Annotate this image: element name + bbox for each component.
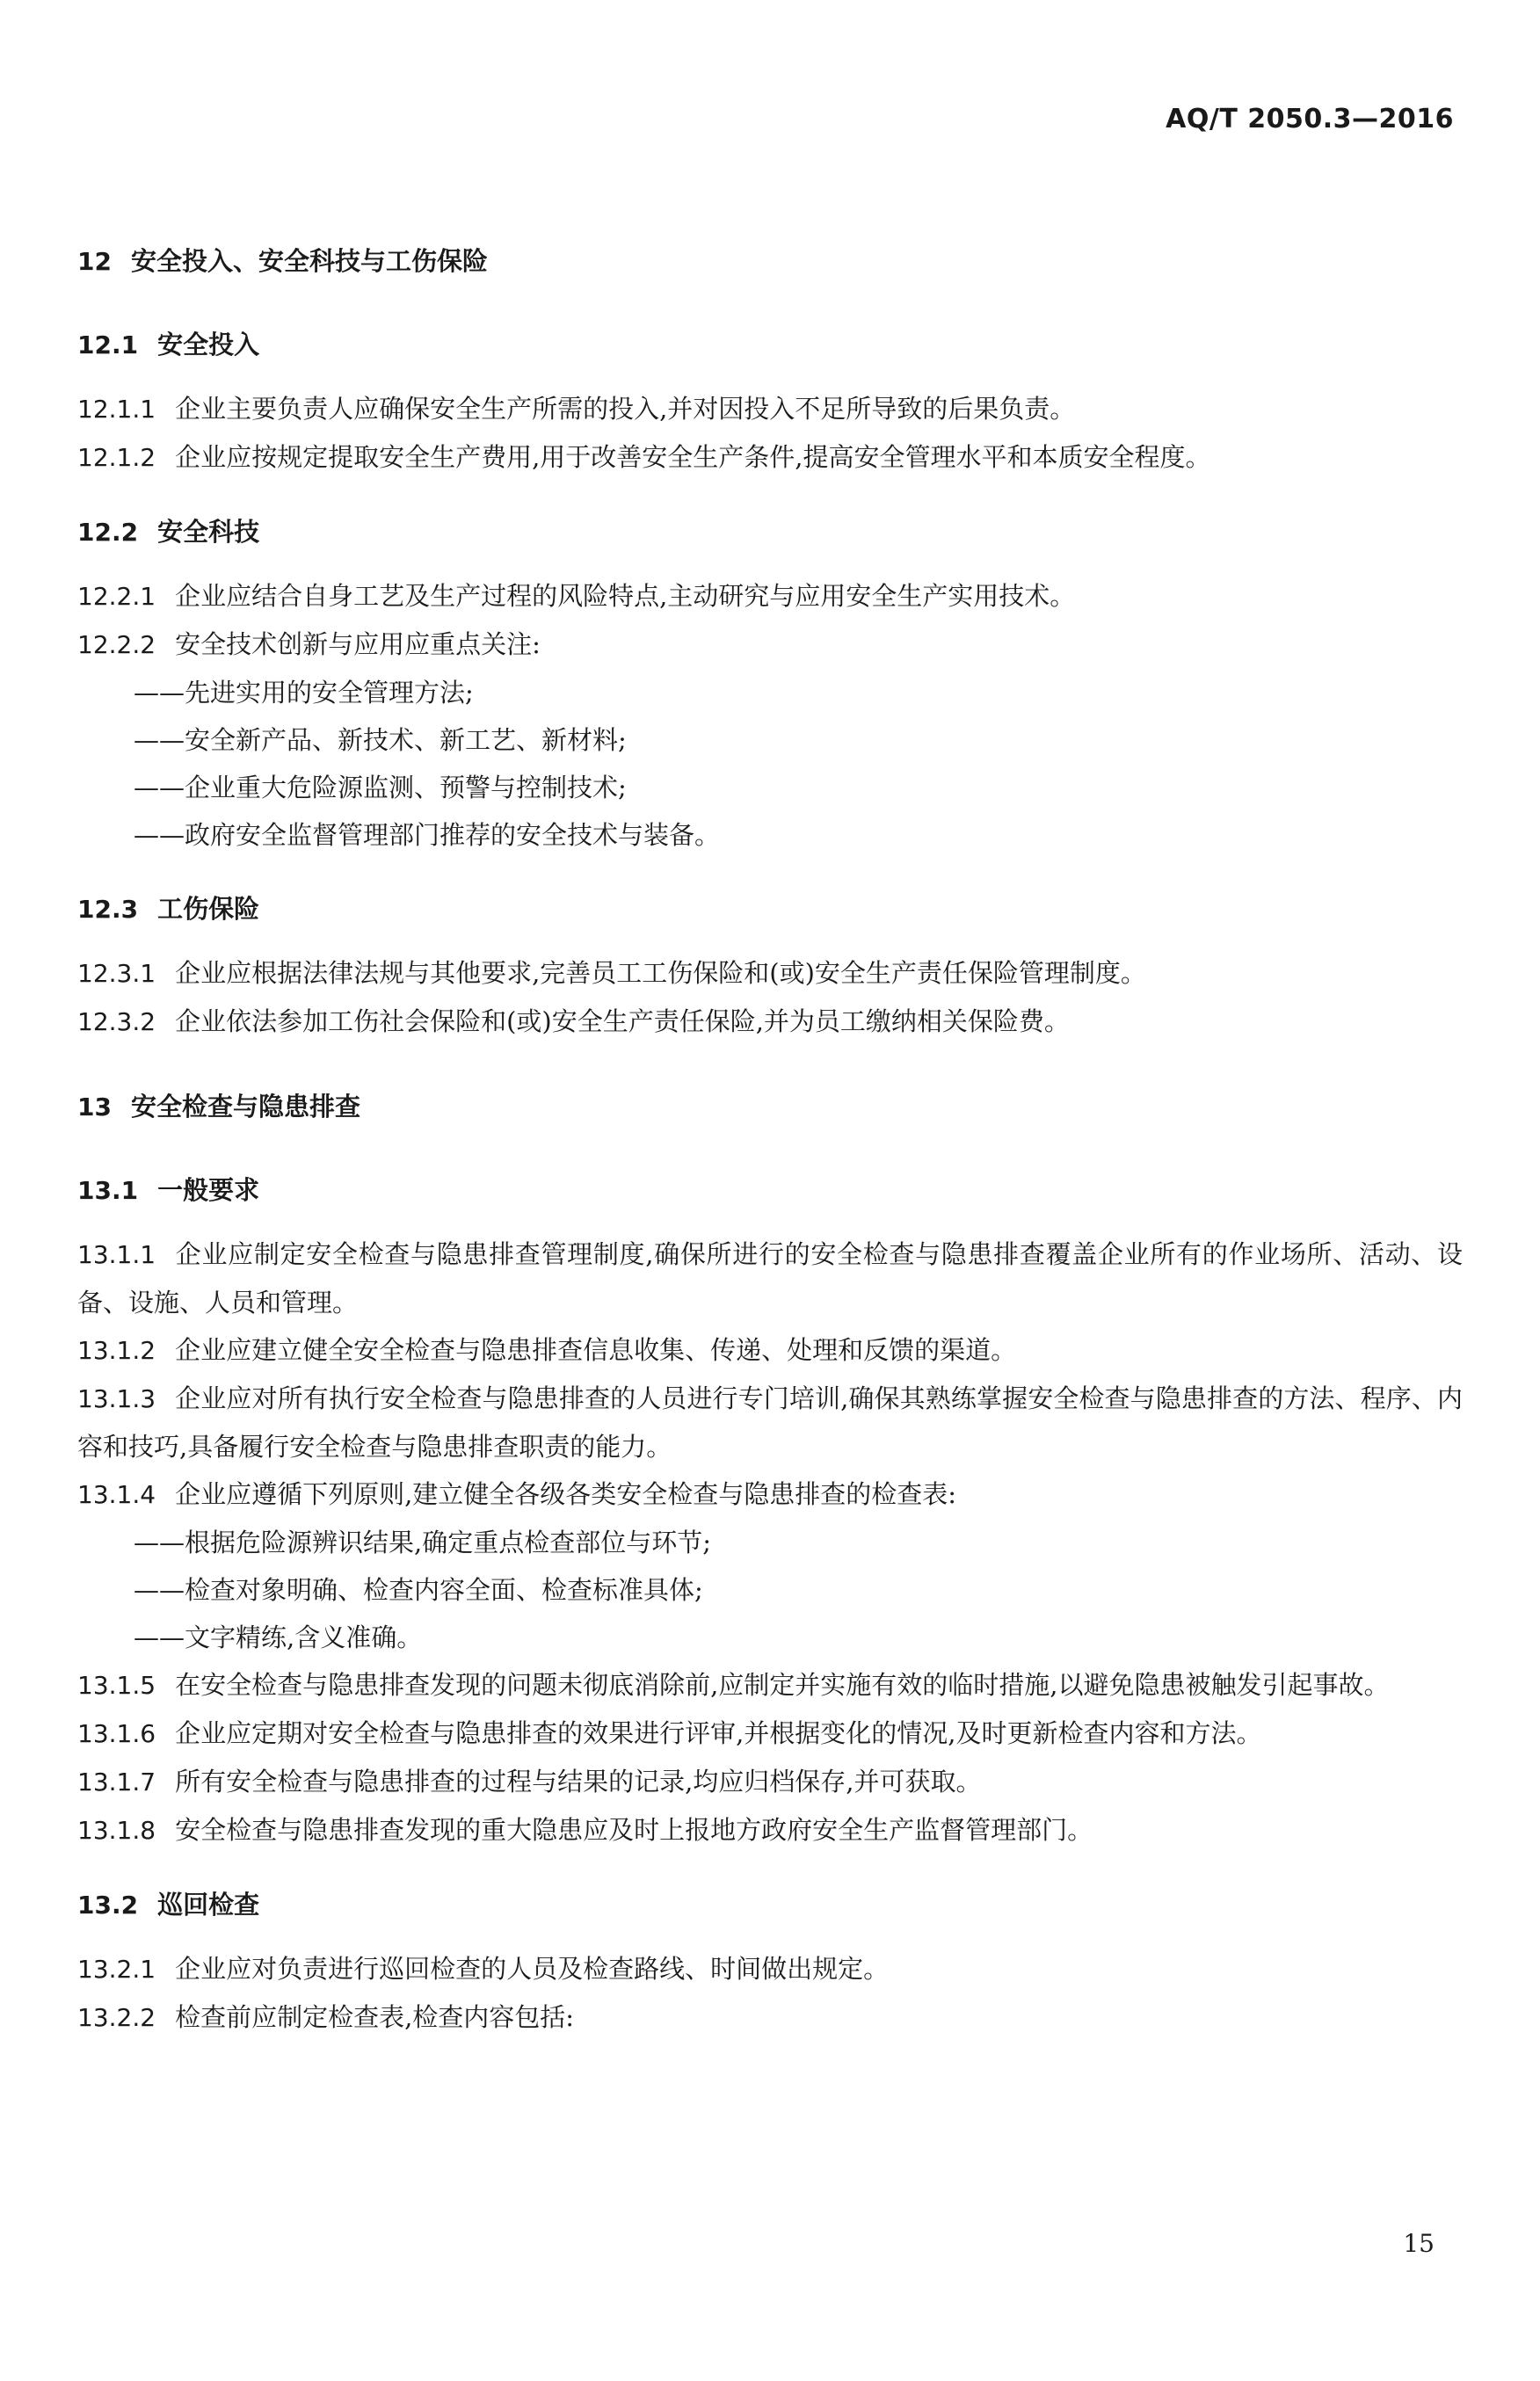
list-item: ——检查对象明确、检查内容全面、检查标准具体;: [134, 1575, 703, 1605]
clause-number: 13.2.2: [77, 2003, 156, 2032]
clause-text: 企业应按规定提取安全生产费用,用于改善安全生产条件,提高安全管理水平和本质安全程度。: [175, 442, 1211, 472]
clause-text: 企业应对负责进行巡回检查的人员及检查路线、时间做出规定。: [175, 1954, 890, 1984]
clause-number: 13.1.2: [77, 1336, 156, 1365]
clause-text: 安全技术创新与应用应重点关注:: [175, 629, 541, 659]
subsection-number: 13.1: [77, 1176, 139, 1205]
clause-text: 检查前应制定检查表,检查内容包括:: [175, 2002, 575, 2032]
clause-12-2-1: [77, 572, 1463, 621]
clause-13-1-1: [77, 1230, 1463, 1326]
clause-12-3-1: [77, 949, 1463, 998]
clause-number: 12.3.2: [77, 1007, 156, 1036]
subsection-number: 12.1: [77, 330, 139, 359]
list-item: ——安全新产品、新技术、新工艺、新材料;: [134, 725, 627, 755]
clause-13-1-5: [77, 1661, 1463, 1710]
section-heading-12: [77, 237, 1463, 286]
clause-text: 企业主要负责人应确保安全生产所需的投入,并对因投入不足所导致的后果负责。: [175, 394, 1076, 424]
section-title: 安全检查与隐患排查: [130, 1092, 360, 1122]
clause-text: 企业应制定安全检查与隐患排查管理制度,确保所进行的安全检查与隐患排查覆盖企业所有的作业场所、活动、设备、设施、人员和管理。: [77, 1239, 1463, 1318]
clause-text: 所有安全检查与隐患排查的过程与结果的记录,均应归档保存,并可获取。: [175, 1767, 982, 1797]
section-number: 12: [77, 247, 112, 276]
clause-number: 12.3.1: [77, 959, 156, 988]
clause-13-1-8: [77, 1806, 1463, 1855]
subsection-title: 巡回检查: [157, 1890, 260, 1920]
clause-text: 在安全检查与隐患排查发现的问题未彻底消除前,应制定并实施有效的临时措施,以避免隐患被触发引起事故。: [175, 1670, 1390, 1700]
clause-number: 13.1.8: [77, 1816, 156, 1845]
clause-text: 安全检查与隐患排查发现的重大隐患应及时上报地方政府安全生产监督管理部门。: [175, 1815, 1093, 1845]
standard-code: AQ/T 2050.3—2016: [1166, 104, 1454, 134]
clause-text: 企业应根据法律法规与其他要求,完善员工工伤保险和(或)安全生产责任保险管理制度。: [175, 958, 1146, 988]
clause-text: 企业应结合自身工艺及生产过程的风险特点,主动研究与应用安全生产实用技术。: [175, 581, 1076, 611]
subsection-number: 13.2: [77, 1891, 139, 1920]
section-number: 13: [77, 1093, 112, 1122]
list-item: ——文字精练,含义准确。: [134, 1622, 423, 1652]
subsection-heading-12-2: [77, 508, 1463, 556]
clause-13-1-6: [77, 1710, 1463, 1758]
clause-13-1-7: [77, 1758, 1463, 1806]
subsection-title: 一般要求: [157, 1175, 260, 1205]
clause-text: 企业依法参加工伤社会保险和(或)安全生产责任保险,并为员工缴纳相关保险费。: [175, 1006, 1070, 1036]
page-number: 15: [1403, 2229, 1435, 2258]
clause-number: 13.1.7: [77, 1768, 156, 1797]
list-item: ——先进实用的安全管理方法;: [134, 678, 474, 708]
clause-12-3-2: [77, 998, 1463, 1046]
clause-number: 13.2.1: [77, 1955, 156, 1984]
clause-number: 13.1.6: [77, 1719, 156, 1748]
section-title: 安全投入、安全科技与工伤保险: [130, 246, 488, 276]
clause-number: 12.2.1: [77, 582, 156, 611]
subsection-heading-13-2: [77, 1881, 1463, 1929]
list-item: ——政府安全监督管理部门推荐的安全技术与装备。: [134, 820, 721, 850]
clause-13-2-2: [77, 1993, 1463, 2042]
clause-12-1-2: [77, 433, 1463, 482]
clause-13-1-3: [77, 1375, 1463, 1470]
clause-text: 企业应定期对安全检查与隐患排查的效果进行评审,并根据变化的情况,及时更新检查内容和方法。: [175, 1718, 1262, 1748]
subsection-title: 安全科技: [157, 517, 260, 547]
clause-number: 13.1.1: [77, 1240, 156, 1269]
clause-number: 12.1.1: [77, 395, 156, 424]
subsection-heading-12-3: [77, 885, 1463, 933]
document-body: [77, 237, 1463, 2042]
clause-13-1-4: [77, 1470, 1463, 1519]
clause-number: 13.1.4: [77, 1480, 156, 1509]
list-item: ——企业重大危险源监测、预警与控制技术;: [134, 773, 627, 802]
subsection-heading-12-1: [77, 321, 1463, 369]
subsection-number: 12.2: [77, 518, 139, 547]
list-item: ——根据危险源辨识结果,确定重点检查部位与环节;: [134, 1528, 711, 1557]
clause-number: 13.1.3: [77, 1384, 156, 1413]
clause-12-1-1: [77, 385, 1463, 433]
clause-number: 12.1.2: [77, 443, 156, 472]
subsection-heading-13-1: [77, 1166, 1463, 1215]
clause-text: 企业应遵循下列原则,建立健全各级各类安全检查与隐患排查的检查表:: [175, 1479, 957, 1509]
clause-text: 企业应建立健全安全检查与隐患排查信息收集、传递、处理和反馈的渠道。: [175, 1335, 1017, 1365]
clause-13-1-2: [77, 1326, 1463, 1375]
clause-number: 13.1.5: [77, 1671, 156, 1700]
subsection-number: 12.3: [77, 895, 139, 924]
clause-text: 企业应对所有执行安全检查与隐患排查的人员进行专门培训,确保其熟练掌握安全检查与隐患排查的方法、程序、内容和技巧,具备履行安全检查与隐患排查职责的能力。: [77, 1383, 1463, 1462]
subsection-title: 安全投入: [157, 330, 260, 359]
subsection-title: 工伤保险: [157, 894, 260, 924]
clause-number: 12.2.2: [77, 630, 156, 659]
clause-12-2-2: [77, 621, 1463, 669]
clause-13-2-1: [77, 1945, 1463, 1993]
section-heading-13: [77, 1083, 1463, 1131]
